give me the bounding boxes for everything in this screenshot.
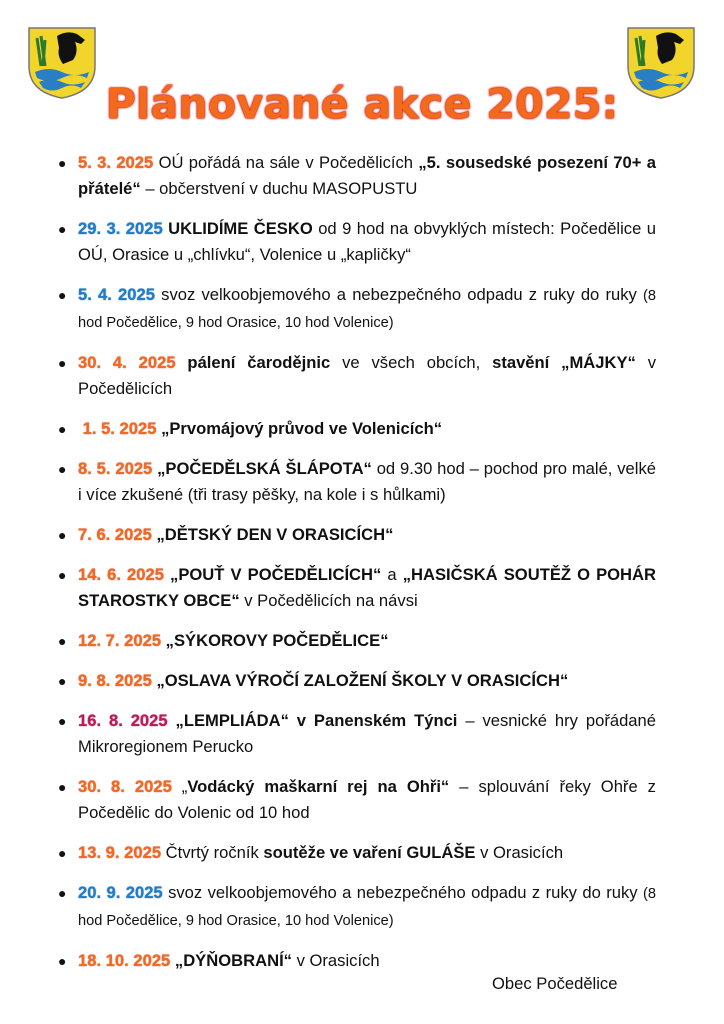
event-note: (8 hod Počedělice, 9 hod Orasice, 10 hod Volenice) [78, 886, 656, 929]
bullet-icon: ● [58, 633, 67, 649]
page-title: Plánované akce 2025: [105, 80, 619, 128]
event-date: 5. 3. 2025 [78, 153, 154, 172]
event-title: stavění „MÁJKY“ [492, 353, 636, 372]
bullet-icon: ● [58, 885, 67, 901]
event-date: 8. 5. 2025 [78, 459, 153, 478]
event-title: „Prvomájový průvod ve Volenicích“ [156, 419, 443, 438]
event-date: 12. 7. 2025 [78, 631, 162, 650]
event-date: 7. 6. 2025 [78, 525, 152, 544]
bullet-icon: ● [58, 461, 67, 477]
signature: Obec Počedělice [492, 974, 618, 993]
event-text: od 9 hod na obvyklých místech: Počedělice u OÚ, Orasice u „chlívku“, Volenice u „kapličky“ [78, 219, 656, 264]
event-date: 30. 4. 2025 [78, 353, 176, 372]
event-title: UKLIDÍME ČESKO [168, 219, 313, 238]
event-text: ve všech obcích, [330, 353, 493, 372]
event-title: „LEMPLIÁDA“ v Panenském Týnci [167, 711, 458, 730]
event-date: 20. 9. 2025 [78, 883, 163, 902]
list-item [58, 350, 656, 402]
bullet-icon: ● [58, 953, 67, 969]
event-text: Čtvrtý ročník [161, 843, 264, 862]
event-date: 14. 6. 2025 [78, 565, 164, 584]
event-title: „DĚTSKÝ DEN V ORASICÍCH“ [151, 525, 394, 544]
list-item [58, 880, 656, 934]
list-item [58, 282, 656, 336]
event-text: – vesnické hry pořádané Mikroregionem Perucko [78, 711, 656, 756]
list-item [58, 948, 656, 974]
event-text: v Orasicích [291, 951, 380, 970]
event-title: „OSLAVA VÝROČÍ ZALOŽENÍ ŠKOLY V ORASICÍCH“ [151, 671, 569, 690]
list-item [58, 456, 656, 508]
bullet-icon: ● [58, 527, 67, 543]
event-date: 5. 4. 2025 [78, 285, 155, 304]
bullet-icon: ● [58, 355, 67, 371]
event-title: „5. sousedské posezení 70+ a přátelé“ [78, 153, 656, 198]
bullet-icon: ● [58, 155, 67, 171]
list-item [58, 522, 656, 548]
list-item [58, 668, 656, 694]
event-title: Vodácký maškarní rej na Ohři“ [187, 777, 450, 796]
event-title: „SÝKOROVY POČEDĚLICE“ [161, 631, 389, 650]
list-item [58, 216, 656, 268]
event-text: svoz velkoobjemového a nebezpečného odpadu z ruky do ruky [162, 883, 644, 902]
bullet-icon: ● [58, 221, 67, 237]
event-text: OÚ pořádá na sále v Počedělicích [158, 153, 419, 172]
list-item [58, 774, 656, 826]
event-date: 9. 8. 2025 [78, 671, 152, 690]
bullet-icon: ● [58, 673, 67, 689]
event-text: a [381, 565, 403, 584]
bullet-icon: ● [58, 567, 67, 583]
list-item [58, 840, 656, 866]
event-date: 16. 8. 2025 [78, 711, 168, 730]
event-text: – splouvání řeky Ohře z Počedělic do Volenic od 10 hod [78, 777, 656, 822]
list-item [58, 708, 656, 760]
event-title: „DÝŇOBRANÍ“ [170, 951, 292, 970]
list-item [58, 150, 656, 202]
event-text: svoz velkoobjemového a nebezpečného odpadu z ruky do ruky [154, 285, 643, 304]
event-date: 1. 5. 2025 [82, 419, 157, 438]
bullet-icon: ● [58, 845, 67, 861]
event-date: 29. 3. 2025 [78, 219, 163, 238]
list-item [58, 562, 656, 614]
event-text: v Počedělicích na návsi [239, 591, 418, 610]
event-note: (8 hod Počedělice, 9 hod Orasice, 10 hod Volenice) [78, 288, 656, 331]
event-text: v Orasicích [475, 843, 564, 862]
bullet-icon: ● [58, 287, 67, 303]
event-title: „HASIČSKÁ SOUTĚŽ O POHÁR STAROSTKY OBCE“ [78, 565, 656, 610]
event-title: „POČEDĚLSKÁ ŠLÁPOTA“ [152, 459, 372, 478]
event-title: soutěže ve vaření GULÁŠE [263, 843, 476, 862]
event-text: – občerstvení v duchu MASOPUSTU [140, 179, 418, 198]
event-title: „POUŤ V POČEDĚLICÍCH“ [163, 565, 382, 584]
event-text: od 9.30 hod – pochod pro malé, velké i více zkušené (tři trasy pěšky, na kole i s hůlkami) [78, 459, 656, 504]
bullet-icon: ● [58, 779, 67, 795]
list-item [58, 416, 656, 442]
event-text: „ [171, 777, 188, 796]
bullet-icon: ● [58, 713, 67, 729]
event-title: pálení čarodějnic [175, 353, 331, 372]
bullet-icon: ● [58, 421, 67, 437]
event-list [58, 150, 656, 974]
event-date: 18. 10. 2025 [78, 951, 171, 970]
event-date: 30. 8. 2025 [78, 777, 172, 796]
event-date: 13. 9. 2025 [78, 843, 162, 862]
event-text: v Počedělicích [78, 353, 656, 398]
list-item [58, 628, 656, 654]
